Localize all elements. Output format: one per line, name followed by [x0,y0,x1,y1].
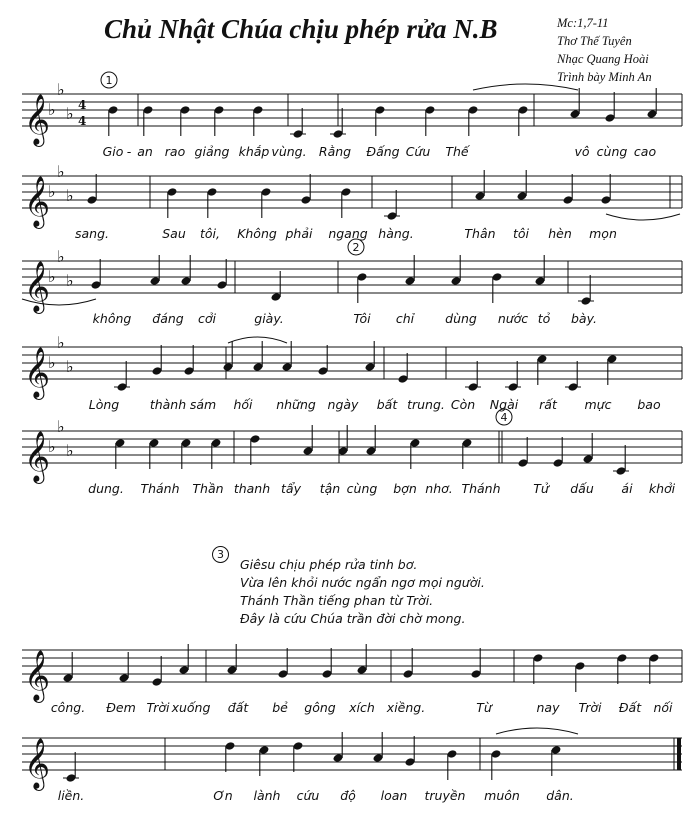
time-signature-top: 4 [78,98,87,112]
lyric-syllable: tận [319,481,341,496]
lyric-syllable: Đất [618,700,642,715]
flat-icon: ♭ [66,104,74,123]
flat-icon: ♭ [57,247,65,266]
slur [496,728,578,734]
lyric-syllable: đáng [152,311,184,326]
lyric-syllable: nối [653,700,673,715]
lyric-syllable: Trời [578,700,602,715]
lyric-syllable: xuống [171,700,211,715]
flat-icon: ♭ [48,100,56,119]
lyric-syllable: cởi [198,311,216,326]
treble-clef-icon: 𝄞 [24,431,51,482]
lyric-syllable: sang. [74,226,110,241]
lyric-syllable: ái [621,481,633,496]
treble-clef-icon: 𝄞 [24,176,51,227]
lyric-syllable: nước [497,311,529,326]
lyric-syllable: ngang [328,226,368,241]
lyric-syllable: hèn [548,226,572,241]
scripture-reference: Mc:1,7-11 [557,16,609,30]
flat-icon: ♭ [66,271,74,290]
lyric-syllable: Thần [192,481,224,496]
lyric-syllable: cứu [296,788,320,803]
lyric-syllable: Tử [533,481,549,496]
lyric-syllable: tôi [512,226,530,241]
treble-clef-icon: 𝄞 [24,738,51,789]
lyric-syllable: xiềng. [386,700,426,715]
lyric-syllable: mọn [589,226,617,241]
lyric-syllable: công. [50,700,86,715]
lyric-syllable: Trời [146,700,170,715]
lyric-syllable: không [92,311,132,326]
flat-icon: ♭ [57,162,65,181]
staff-system [22,72,682,159]
staff-system [22,409,682,496]
staff-system [22,644,682,715]
lyric-syllable: Thánh [461,481,501,496]
lyric-syllable: Thế [445,144,469,159]
arranger-credit: Trình bày Minh An [557,70,652,84]
lyric-syllable: dùng [445,311,477,326]
flat-icon: ♭ [57,80,65,99]
lyric-syllable: Không [237,226,277,241]
lyric-syllable: sám [189,397,217,412]
verse-line: Giêsu chịu phép rửa tinh bơ. [240,557,418,572]
flat-icon: ♭ [57,333,65,352]
lyric-syllable: lành [253,788,281,803]
lyric-syllable: tỏ [537,311,551,326]
composer-credit: Nhạc Quang Hoài [557,52,649,66]
lyric-syllable: hối [233,397,253,412]
lyric-syllable: - [126,144,132,159]
lyric-syllable: Đấng [366,144,400,159]
lyric-syllable: cao [633,144,657,159]
lyric-syllable: khắp [238,144,270,159]
section-mark-number: 1 [105,74,113,87]
verse-line: Đây là cứu Chúa trần đời chờ mong. [240,611,466,626]
lyric-syllable: an [137,144,153,159]
staff-system [22,239,682,326]
lyric-syllable: Còn [450,397,476,412]
flat-icon: ♭ [66,357,74,376]
lyric-syllable: thanh [233,481,271,496]
lyric-syllable: rao [164,144,186,159]
section-mark-number: 4 [500,411,508,424]
lyric-syllable: bẻ [272,700,288,715]
lyric-syllable: gông [304,700,336,715]
verse-line: Thánh Thần tiếng phan từ Trời. [240,593,434,608]
staff-system [22,728,682,803]
flat-icon: ♭ [48,267,56,286]
treble-clef-icon: 𝄞 [24,94,51,145]
lyric-syllable: trung. [407,397,445,412]
lyric-syllable: Đem [106,700,136,715]
lyric-syllable: liền. [57,788,85,803]
flat-icon: ♭ [48,182,56,201]
lyric-syllable: độ [340,788,356,803]
lyric-syllable: hàng. [378,226,414,241]
lyric-syllable: nhơ. [425,481,453,496]
lyric-syllable: Lòng [88,397,120,412]
lyric-syllable: bất [376,397,398,412]
lyric-syllable: rất [539,397,557,412]
lyric-syllable: truyền [424,788,466,803]
lyric-syllable: vùng. [271,144,307,159]
lyric-syllable: Sau [162,226,186,241]
lyric-syllable: cùng [346,481,378,496]
treble-clef-icon: 𝄞 [24,347,51,398]
slur [606,214,680,220]
flat-icon: ♭ [66,186,74,205]
lyric-syllable: cùng [596,144,628,159]
slur [228,337,287,343]
flat-icon: ♭ [57,417,65,436]
treble-clef-icon: 𝄞 [24,650,51,701]
flat-icon: ♭ [66,441,74,460]
lyric-syllable: giảng [194,144,230,159]
time-signature-bottom: 4 [78,114,87,128]
lyric-syllable: dân. [546,788,574,803]
lyric-syllable: loan [380,788,408,803]
lyric-syllable: muôn [484,788,520,803]
poet-credit: Thơ Thế Tuyên [557,34,632,48]
lyric-syllable: dung. [88,481,124,496]
lyric-syllable: khởi [648,481,676,496]
flat-icon: ♭ [48,437,56,456]
lyric-syllable: Cứu [405,144,431,159]
lyric-syllable: giày. [254,311,284,326]
verse-line: Vừa lên khỏi nước ngẩn ngơ mọi người. [240,575,485,590]
song-title: Chủ Nhật Chúa chịu phép rửa N.B [104,14,498,44]
lyric-syllable: Ngài [489,397,519,412]
lyric-syllable: Tôi [353,311,371,326]
slur [473,84,578,90]
lyric-syllable: Từ [476,700,492,715]
lyric-syllable: phải [285,226,313,241]
flat-icon: ♭ [48,353,56,372]
lyric-syllable: Gio [102,144,124,159]
verse-number-circle: 3 [212,546,229,563]
lyric-syllable: bày. [571,311,597,326]
final-bar-thick [677,738,681,770]
staff-system [22,162,682,241]
section-mark-number: 2 [352,241,360,254]
lyric-syllable: chỉ [395,311,415,326]
lyric-syllable: vô [574,144,590,159]
lyric-syllable: Rằng [318,144,352,159]
lyric-syllable: ngày [327,397,359,412]
lyric-syllable: tôi, [200,226,220,241]
lyric-syllable: bợn [393,481,417,496]
lyric-syllable: tẩy [281,481,301,496]
staff-system [22,333,682,412]
lyric-syllable: nay [536,700,560,715]
lyric-syllable: Thân [464,226,496,241]
lyric-syllable: Ơn [213,788,233,803]
lyric-syllable: bao [637,397,661,412]
lyric-syllable: đất [227,700,249,715]
lyric-syllable: Thánh [140,481,180,496]
lyric-syllable: mực [584,397,612,412]
lyric-syllable: thành [149,397,187,412]
treble-clef-icon: 𝄞 [24,261,51,312]
lyric-syllable: những [276,397,316,412]
lyric-syllable: xích [349,700,375,715]
lyric-syllable: dấu [570,481,594,496]
